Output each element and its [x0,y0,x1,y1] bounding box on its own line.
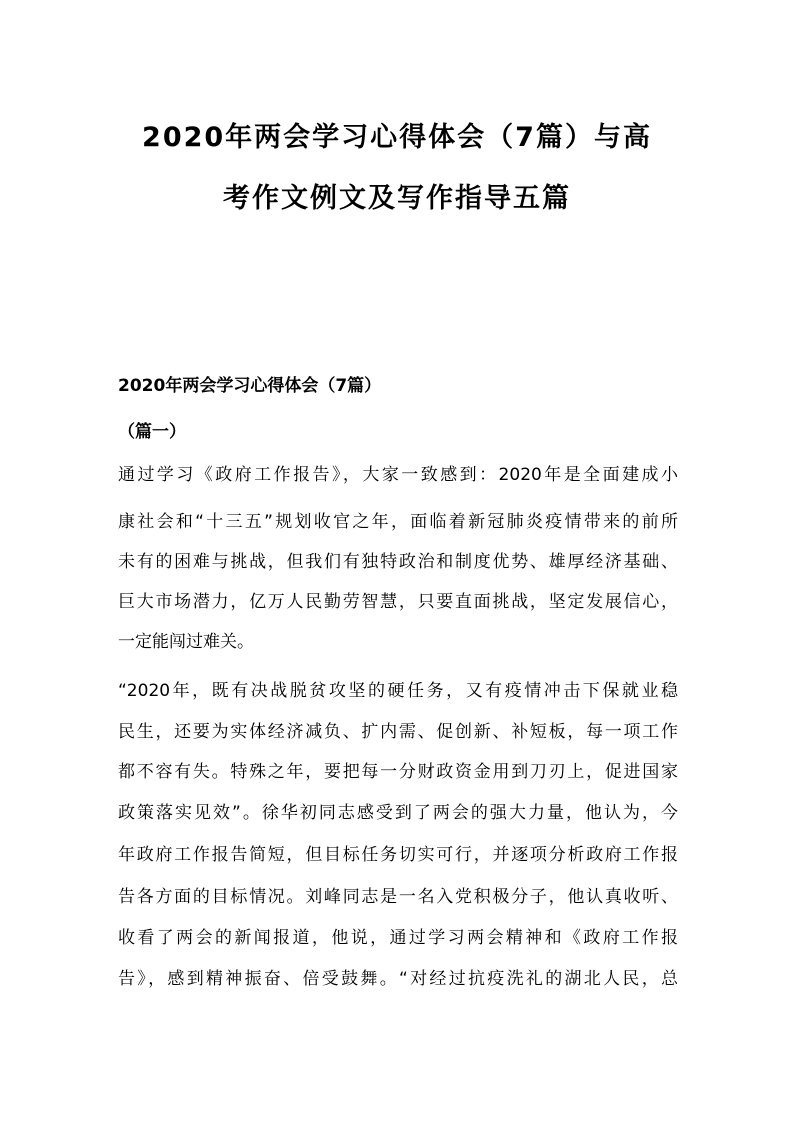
paragraph-2-line-5: 年政府工作报告简短，但目标任务切实可行，并逐项分析政府工作报 [118,845,678,865]
paragraph-1-line-2: 康社会和“十三五”规划收官之年，面临着新冠肺炎疫情带来的前所 [118,512,678,532]
paragraph-2-line-8: 告》，感到精神振奋、倍受鼓舞。“对经过抗疫洗礼的湖北人民，总 [118,969,678,989]
paragraph-2-line-7: 收看了两会的新闻报道，他说，通过学习两会精神和《政府工作报 [118,928,678,948]
paragraph-2-line-2: 民生，还要为实体经济减负、扩内需、促创新、补短板，每一项工作 [118,722,678,742]
part-label: （篇一） [118,422,186,442]
paragraph-1-line-5: 一定能闯过难关。 [118,632,254,652]
paragraph-2-line-1: “2020年，既有决战脱贫攻坚的硬任务，又有疫情冲击下保就业稳 [118,681,678,701]
paragraph-2-line-3: 都不容有失。特殊之年，要把每一分财政资金用到刀刃上，促进国家 [118,762,678,782]
paragraph-2-line-4: 政策落实见效”。徐华初同志感受到了两会的强大力量，他认为，今 [118,803,678,823]
document-title-line-1: 2020年两会学习心得体会（7篇）与高 [142,122,652,153]
document-title-line-2: 考作文例文及写作指导五篇 [223,183,571,214]
paragraph-1-line-3: 未有的困难与挑战，但我们有独特政治和制度优势、雄厚经济基础、 [118,552,678,572]
paragraph-1-line-1: 通过学习《政府工作报告》，大家一致感到：2020年是全面建成小 [118,465,678,485]
paragraph-2-line-6: 告各方面的目标情况。刘峰同志是一名入党积极分子，他认真收听、 [118,887,678,907]
paragraph-1-line-4: 巨大市场潜力，亿万人民勤劳智慧，只要直面挑战，坚定发展信心， [118,592,678,612]
section-heading: 2020年两会学习心得体会（7篇） [118,376,382,396]
